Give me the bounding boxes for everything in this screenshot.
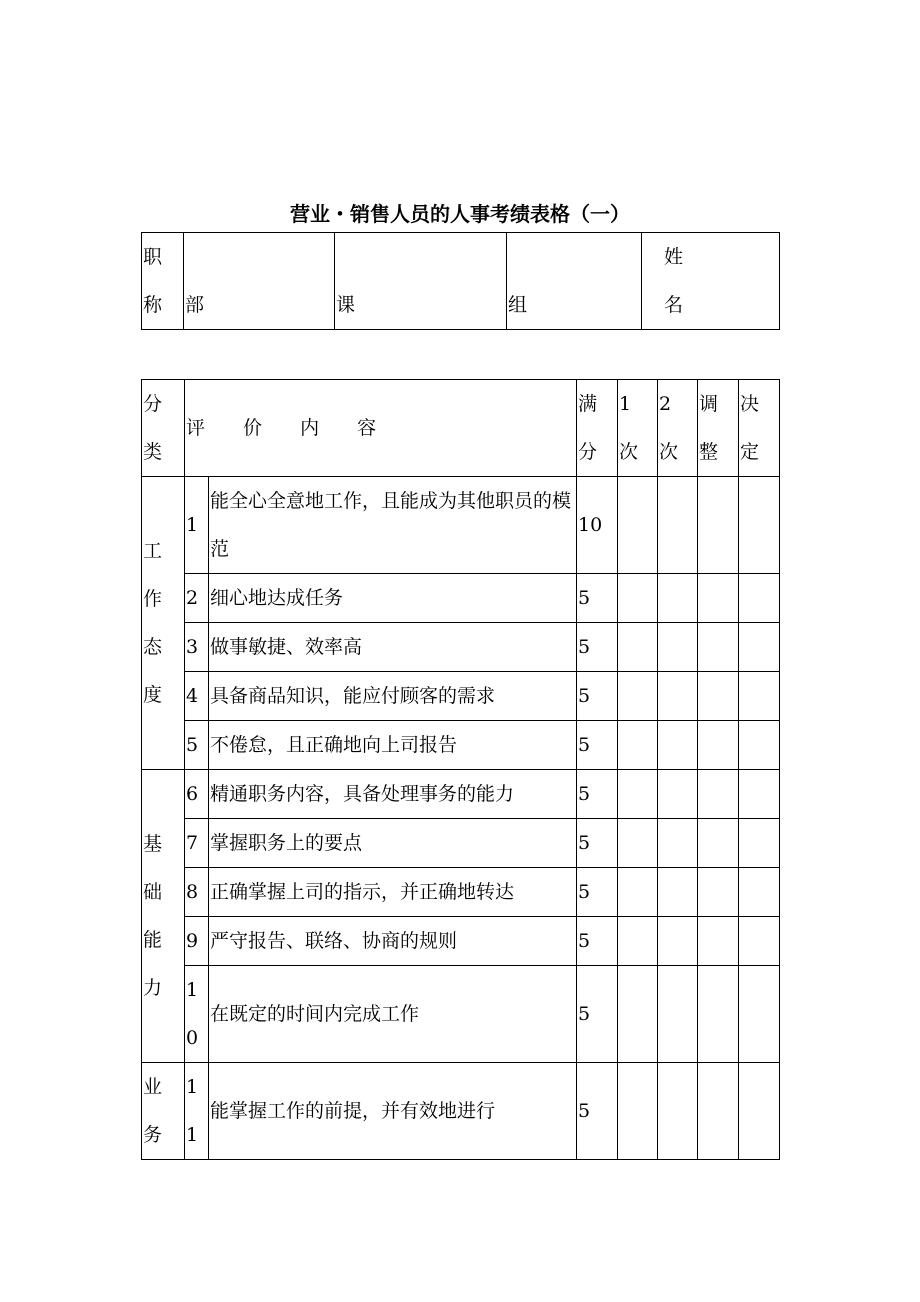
group-basic-ability — [142, 770, 185, 1063]
header-adjust-1: 调 — [699, 393, 719, 415]
header-full-1: 满 — [578, 393, 598, 415]
header-decide-1: 决 — [740, 393, 760, 415]
position-label: 职 — [143, 246, 163, 268]
header-first — [618, 380, 658, 477]
dept-label: 部 — [185, 294, 205, 316]
table-row — [142, 868, 780, 917]
header-second — [658, 380, 698, 477]
row-content: 掌握职务上的要点 — [209, 819, 577, 868]
first-score-cell[interactable] — [618, 819, 658, 868]
second-score-cell[interactable] — [658, 868, 698, 917]
table-row — [142, 1063, 780, 1160]
decide-cell[interactable] — [739, 770, 780, 819]
row-number: 3 — [185, 623, 209, 672]
row-number: 2 — [185, 574, 209, 623]
row-score: 5 — [577, 574, 618, 623]
header-adjust — [698, 380, 739, 477]
group-char: 力 — [143, 977, 163, 999]
first-score-cell[interactable] — [618, 966, 658, 1063]
second-score-cell[interactable] — [658, 1063, 698, 1160]
table-row — [142, 770, 780, 819]
decide-cell[interactable] — [739, 819, 780, 868]
row-score: 5 — [577, 770, 618, 819]
adjust-cell[interactable] — [698, 623, 739, 672]
first-score-cell[interactable] — [618, 917, 658, 966]
second-score-cell[interactable] — [658, 623, 698, 672]
group-char: 业 — [143, 1076, 163, 1098]
header-row — [142, 380, 780, 477]
row-content: 具备商品知识，能应付顾客的需求 — [209, 672, 577, 721]
row-score: 5 — [577, 672, 618, 721]
decide-cell[interactable] — [739, 966, 780, 1063]
first-score-cell[interactable] — [618, 868, 658, 917]
decide-cell[interactable] — [739, 477, 780, 574]
row-content: 正确掌握上司的指示，并正确地转达 — [209, 868, 577, 917]
first-score-cell[interactable] — [618, 477, 658, 574]
table-row — [142, 917, 780, 966]
row-content: 做事敏捷、效率高 — [209, 623, 577, 672]
first-score-cell[interactable] — [618, 574, 658, 623]
row-number — [185, 966, 209, 1063]
first-score-cell[interactable] — [618, 672, 658, 721]
adjust-cell[interactable] — [698, 574, 739, 623]
adjust-cell[interactable] — [698, 868, 739, 917]
row-score: 5 — [577, 966, 618, 1063]
decide-cell[interactable] — [739, 868, 780, 917]
group-char: 务 — [143, 1124, 163, 1146]
first-score-cell[interactable] — [618, 1063, 658, 1160]
position-cell[interactable] — [142, 233, 184, 330]
section-label: 课 — [336, 294, 356, 316]
page-title: 营业・销售人员的人事考绩表格（一） — [290, 202, 630, 226]
header-second-1: 2 — [659, 393, 672, 415]
second-score-cell[interactable] — [658, 672, 698, 721]
dept-cell[interactable] — [184, 233, 335, 330]
info-table — [141, 232, 780, 330]
header-decide-2: 定 — [740, 441, 760, 463]
row-number: 7 — [185, 819, 209, 868]
header-category-1: 分 — [143, 393, 163, 415]
group-char: 能 — [143, 929, 163, 951]
table-row — [142, 574, 780, 623]
row-number-digit: 1 — [186, 1124, 199, 1146]
adjust-cell[interactable] — [698, 770, 739, 819]
section-cell[interactable] — [335, 233, 507, 330]
first-score-cell[interactable] — [618, 721, 658, 770]
header-decide — [739, 380, 780, 477]
first-score-cell[interactable] — [618, 623, 658, 672]
evaluation-table — [141, 379, 780, 1160]
header-content-label: 评 价 内 容 — [186, 417, 393, 439]
first-score-cell[interactable] — [618, 770, 658, 819]
table-row — [142, 819, 780, 868]
row-score: 5 — [577, 1063, 618, 1160]
adjust-cell[interactable] — [698, 477, 739, 574]
name-cell[interactable] — [642, 233, 780, 330]
decide-cell[interactable] — [739, 623, 780, 672]
row-score: 10 — [577, 477, 618, 574]
row-content: 不倦怠，且正确地向上司报告 — [209, 721, 577, 770]
decide-cell[interactable] — [739, 672, 780, 721]
adjust-cell[interactable] — [698, 966, 739, 1063]
header-content — [185, 380, 577, 477]
table-row — [142, 721, 780, 770]
row-score: 5 — [577, 819, 618, 868]
second-score-cell[interactable] — [658, 574, 698, 623]
group-char: 作 — [143, 588, 163, 610]
table-row — [142, 477, 780, 574]
second-score-cell[interactable] — [658, 770, 698, 819]
row-number-digit: 0 — [186, 1027, 199, 1049]
row-number: 8 — [185, 868, 209, 917]
header-category-2: 类 — [143, 441, 163, 463]
group-char: 度 — [143, 684, 163, 706]
second-score-cell[interactable] — [658, 819, 698, 868]
header-first-2: 次 — [619, 441, 639, 463]
adjust-cell[interactable] — [698, 672, 739, 721]
header-first-1: 1 — [619, 393, 632, 415]
row-content: 在既定的时间内完成工作 — [209, 966, 577, 1063]
row-content: 精通职务内容，具备处理事务的能力 — [209, 770, 577, 819]
row-number: 9 — [185, 917, 209, 966]
row-score: 5 — [577, 721, 618, 770]
row-score: 5 — [577, 917, 618, 966]
group-char: 工 — [143, 540, 163, 562]
header-adjust-2: 整 — [699, 441, 719, 463]
adjust-cell[interactable] — [698, 721, 739, 770]
row-score: 5 — [577, 868, 618, 917]
decide-cell[interactable] — [739, 721, 780, 770]
second-score-cell[interactable] — [658, 966, 698, 1063]
group-cell[interactable] — [507, 233, 642, 330]
row-content: 细心地达成任务 — [209, 574, 577, 623]
row-number — [185, 1063, 209, 1160]
group-label: 组 — [508, 294, 528, 316]
name-label: 姓 — [664, 246, 684, 268]
header-second-2: 次 — [659, 441, 679, 463]
row-score: 5 — [577, 623, 618, 672]
header-category — [142, 380, 185, 477]
row-number: 6 — [185, 770, 209, 819]
adjust-cell[interactable] — [698, 917, 739, 966]
position-label-2: 称 — [143, 294, 163, 316]
second-score-cell[interactable] — [658, 477, 698, 574]
row-number-digit: 1 — [186, 1076, 199, 1098]
row-number-digit: 1 — [186, 979, 199, 1001]
row-number: 5 — [185, 721, 209, 770]
row-content: 严守报告、联络、协商的规则 — [209, 917, 577, 966]
table-row — [142, 672, 780, 721]
decide-cell[interactable] — [739, 574, 780, 623]
group-char: 态 — [143, 636, 163, 658]
row-content: 能全心全意地工作，且能成为其他职员的模范 — [209, 477, 577, 574]
row-number: 1 — [185, 477, 209, 574]
row-number: 4 — [185, 672, 209, 721]
group-business — [142, 1063, 185, 1160]
table-row — [142, 966, 780, 1063]
header-full-2: 分 — [578, 441, 598, 463]
group-char: 基 — [143, 833, 163, 855]
name-label-2: 名 — [664, 294, 684, 316]
group-work-attitude — [142, 477, 185, 770]
decide-cell[interactable] — [739, 1063, 780, 1160]
second-score-cell[interactable] — [658, 721, 698, 770]
adjust-cell[interactable] — [698, 819, 739, 868]
adjust-cell[interactable] — [698, 1063, 739, 1160]
table-row — [142, 623, 780, 672]
header-full — [577, 380, 618, 477]
group-char: 础 — [143, 881, 163, 903]
row-content: 能掌握工作的前提，并有效地进行 — [209, 1063, 577, 1160]
second-score-cell[interactable] — [658, 917, 698, 966]
decide-cell[interactable] — [739, 917, 780, 966]
